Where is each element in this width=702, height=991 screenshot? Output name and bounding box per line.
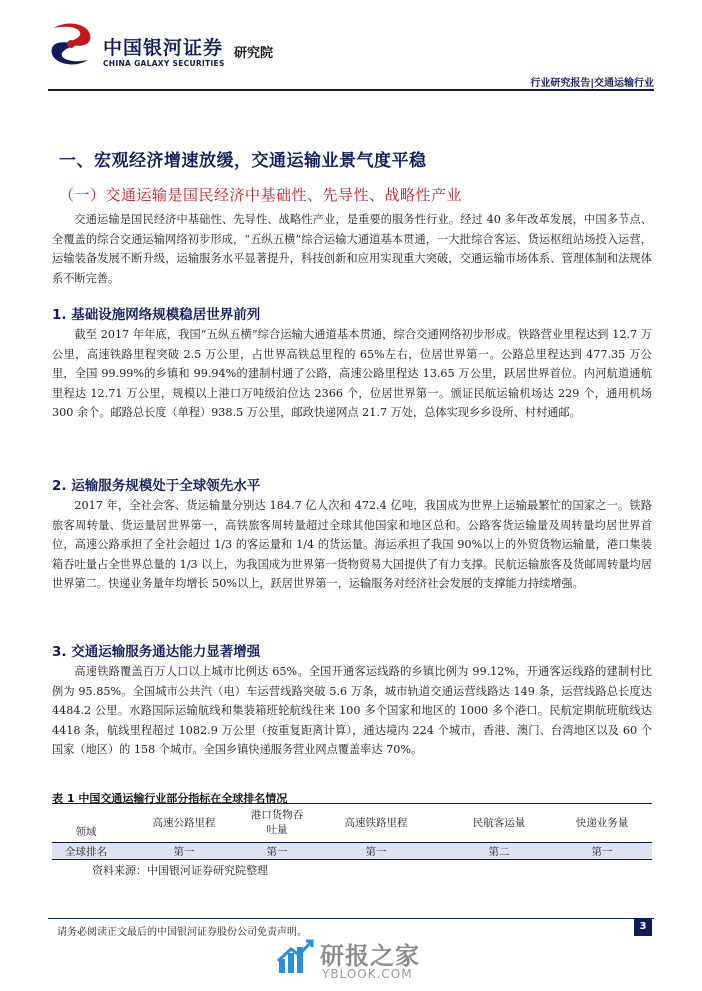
disclaimer-text: 请务必阅读正文最后的中国银河证券股份公司免责声明。 [57, 927, 307, 938]
subsection-title: （一）交通运输是国民经济中基础性、先导性、战略性产业 [59, 186, 463, 204]
table-cell: 第一 [248, 843, 306, 860]
heading-accessibility: 3. 交通运输服务通达能力显著增强 [52, 644, 261, 660]
paragraph-accessibility: 高速铁路覆盖百万人口以上城市比例达 65%。全国开通客运线路的乡镇比例为 99.12%，开通客运线路的建制村比例为 95.85%。全国城市公共汽（电）车运营线路突破 5.6 万条，城市轨道交通运营线路达 149 条，运营线路总长度达 4484.2 公里。水路国际运输航线和集装箱班轮航线往来 100 多个国家和地区的 1000 多个港口。民航定期航班航线达 4418 条，航线里程超过 1082.9 万公里（按重复距离计算），通达境内 224 个城市，香港、澳门、台湾地区以及 60 个国家（地区）的 158 个城市。全国乡镇快递服务营业网点覆盖率达 70%。 [52, 665, 652, 756]
table-cell: 第一 [306, 843, 446, 860]
table-cell: 第一 [120, 843, 248, 860]
watermark-text: 研报之家 [320, 942, 420, 970]
table-header-cell: 港口货物吞吐量 [248, 804, 306, 843]
table-header-cell: 高速公路里程 [120, 804, 248, 843]
paragraph-service-scale: 2017 年，全社会客、货运输量分别达 184.7 亿人次和 472.4 亿吨，我国成为世界上运输最繁忙的国家之一。铁路旅客周转量、货运量居世界第一，高铁旅客周转量超过全球其他国家和地区总和。公路客货运输量及周转量均居世界首位，高速公路承担了全社会超过 1/3 的客运量和 1/4 的货运量。海运承担了我国 90%以上的外贸货物运输量，港口集装箱吞吐量占全世界总量的 1/3 以上，为我国成为世界第一货物贸易大国提供了有力支撑。民航运输旅客及货邮周转量均居世界第二。快递业务量年均增长 50%以上，跃居世界第一，运输服务对经济社会发展的支撑能力持续增强。 [52, 499, 652, 590]
table-header-cell: 民航客运量 [446, 804, 552, 843]
header-divider [48, 89, 654, 91]
watermark-url: YBLOOK.COM [322, 967, 413, 981]
page-number: 3 [634, 918, 652, 936]
table-cell: 全球排名 [52, 843, 120, 860]
heading-infrastructure: 1. 基础设施网络规模稳居世界前列 [52, 307, 261, 323]
company-name-cn: 中国银河证券 [103, 37, 224, 59]
galaxy-logo-icon [44, 20, 98, 68]
intro-paragraph: 交通运输是国民经济中基础性、先导性、战略性产业，是重要的服务性行业。经过 40 多年改革发展，中国多节点、全覆盖的综合交通运输网络初步形成，“五纵五横”综合运输大通道基本贯通，一大批综合客运、货运枢纽站场投入运营，运输装备发展不断升级，运输服务水平显著提升，科技创新和应用实现重大突破，交通运输市场体系、管理体制和法规体系不断完善。 [52, 213, 652, 285]
table-header-cell: 高速铁路里程 [306, 804, 446, 843]
company-name-en: CHINA GALAXY SECURITIES [103, 59, 225, 68]
table-header-cell: 领域 [52, 804, 120, 843]
ranking-table [52, 803, 652, 860]
table-title: 表 1 中国交通运输行业部分指标在全球排名情况 [52, 792, 288, 805]
table-cell: 第二 [446, 843, 552, 860]
institute-label: 研究院 [234, 46, 274, 61]
section-title: 一、宏观经济增速放缓，交通运输业景气度平稳 [59, 151, 427, 171]
table-source: 资料来源：中国银河证券研究院整理 [92, 864, 268, 877]
table-header-row [52, 804, 652, 843]
table-row [52, 843, 652, 860]
bar-chart-icon [275, 937, 315, 977]
report-type: 行业研究报告|交通运输行业 [530, 78, 654, 89]
heading-service-scale: 2. 运输服务规模处于全球领先水平 [52, 478, 261, 494]
table-cell: 第一 [552, 843, 652, 860]
paragraph-infrastructure: 截至 2017 年年底，我国“五纵五横”综合运输大通道基本贯通，综合交通网络初步形成。铁路营业里程达到 12.7 万公里，高速铁路里程突破 2.5 万公里，占世界高铁总里程的 65%左右，位居世界第一。公路总里程达到 477.35 万公里，全国 99.99%的乡镇和 99.94%的建制村通了公路，高速公路里程达 13.65 万公里，跃居世界首位。内河航道通航里程达 12.71 万公里，规模以上港口万吨级泊位达 2366 个，位居世界第一。颁证民航运输机场达 229 个，通用机场 300 余个。邮路总长度（单程）938.5 万公里，邮政快递网点 21.7 万处，总体实现乡乡设所、村村通邮。 [52, 328, 652, 419]
table-header-cell: 快递业务量 [552, 804, 652, 843]
footer-divider [48, 918, 654, 919]
